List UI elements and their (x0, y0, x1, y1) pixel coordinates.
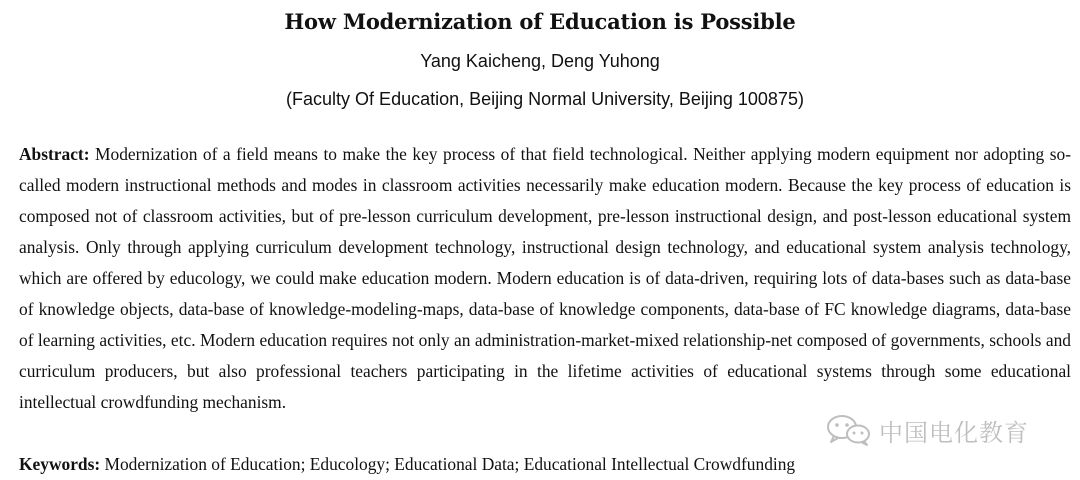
watermark-text: 中国电化教育 (879, 418, 1029, 447)
watermark (825, 413, 1029, 447)
paper-title: How Modernization of Education is Possible (284, 9, 796, 34)
paper-authors: Yang Kaicheng, Deng Yuhong (420, 51, 660, 71)
wechat-icon (825, 413, 873, 447)
keywords-paragraph (19, 449, 1071, 480)
keywords-text: Modernization of Education; Educology; Educational Data; Educational Intellectual Crowdfunding (104, 454, 796, 474)
abstract-text: Modernization of a field means to make the key process of that field technological. Neither applying modern equipment nor adopting so-called modern instructional methods and modes in classroom activities necessarily make education modern. Because the key process of education is composed not of classroom activities, but of pre-lesson curriculum development, pre-lesson instructional design, and post-lesson educational system analysis. Only through applying curriculum development technology, instructional design technology, and educational system analysis technology, which are offered by educology, we could make education modern. Modern education is of data-driven, requiring lots of data-bases such as data-base of knowledge objects, data-base of knowledge-modeling-maps, data-base of knowledge components, data-base of FC knowledge diagrams, data-base of learning activities, etc. Modern education requires not only an administration-market-mixed relationship-net composed of governments, schools and curriculum producers, but also professional teachers participating in the lifetime activities of educational systems through some educational intellectual crowdfunding mechanism. (19, 144, 1071, 412)
abstract-label: Abstract: (19, 144, 90, 164)
keywords-label: Keywords: (19, 454, 101, 474)
paper-affiliation: (Faculty Of Education, Beijing Normal University, Beijing 100875) (286, 89, 804, 109)
abstract-paragraph (19, 139, 1071, 418)
